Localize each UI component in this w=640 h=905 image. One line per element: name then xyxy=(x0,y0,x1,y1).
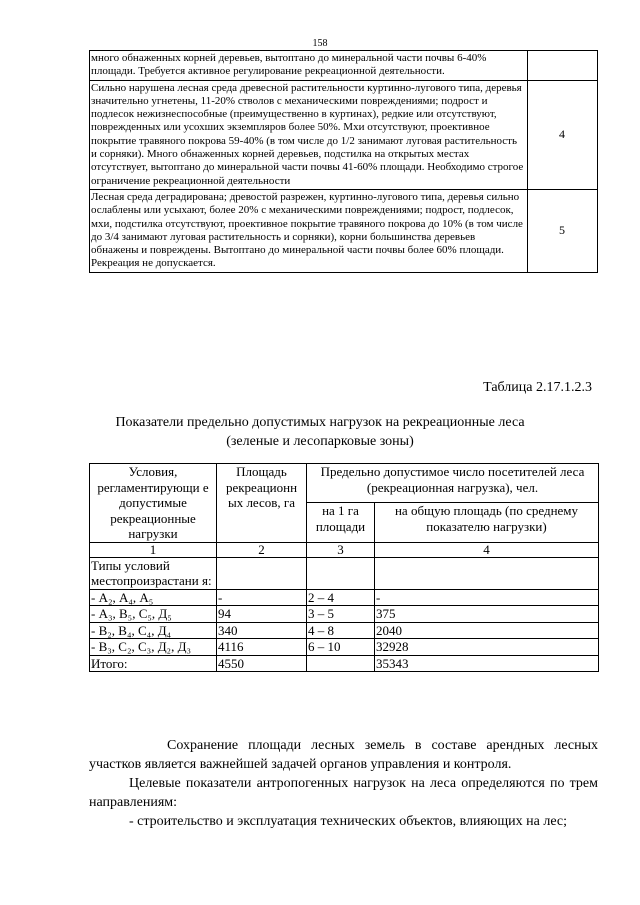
table-title-line: Показатели предельно допустимых нагрузок на рекреационные леса xyxy=(115,415,525,430)
column-number: 1 xyxy=(90,542,217,557)
empty-cell xyxy=(307,557,375,589)
table-row xyxy=(90,189,598,272)
area-cell: 94 xyxy=(217,606,307,623)
per-ha-cell xyxy=(307,655,375,672)
total-cell: - xyxy=(375,589,599,606)
total-cell: 2040 xyxy=(375,622,599,639)
paragraph: - строительство и эксплуатация технических объектов, влияющих на лес; xyxy=(129,814,568,829)
per-ha-cell: 2 – 4 xyxy=(307,589,375,606)
header-max-load: Предельно допустимое число посетителей леса (рекреационная нагрузка), чел. xyxy=(307,464,599,503)
total-cell: 35343 xyxy=(375,655,599,672)
table-row xyxy=(90,80,598,189)
description-cell: Сильно нарушена лесная среда древесной растительности куртинно-лугового типа, деревья значительно угнетены, 11-20% стволов с механическими повреждениями; подрост и подлесок нежизнеспособные (преимущественно в куртинах), редкие или отсутствуют, поврежденных или усохших экземпляров более 50%. Мхи отсутствуют, проективное покрытие травяного покрова 59-40% (в том числе до 1/2 занимают луговая растительность и сорняки). Много обнаженных корней деревьев, подстилка на открытых местах отсутствует, вытоптано до минеральной части почвы 41-60% площади. Необходимо строгое ограничение рекреационной деятельности xyxy=(90,80,528,189)
column-number: 2 xyxy=(217,542,307,557)
page-number: 158 xyxy=(312,38,328,49)
empty-cell xyxy=(217,557,307,589)
table-row xyxy=(90,606,599,623)
table-row xyxy=(90,51,598,81)
score-cell xyxy=(528,51,598,81)
header-total: на общую площадь (по среднему показателю нагрузки) xyxy=(375,503,599,542)
group-row xyxy=(90,557,599,589)
table-row xyxy=(90,639,599,656)
conditions-cell: - В₂, В₄, С₄, Д₄ xyxy=(90,622,217,639)
conditions-cell: - В₃, С₂, С₃, Д₂, Д₃ xyxy=(90,639,217,656)
group-label: Типы условий местопроизрастани я: xyxy=(90,557,217,589)
area-cell: - xyxy=(217,589,307,606)
table-row xyxy=(90,589,599,606)
per-ha-cell: 3 – 5 xyxy=(307,606,375,623)
conditions-cell: - А₂, А₄, А₅ xyxy=(90,589,217,606)
paragraph: Целевые показатели антропогенных нагрузок на леса определяются по трем направлениям: xyxy=(89,776,598,810)
description-cell: Лесная среда деградирована; древостой разрежен, куртинно-лугового типа, деревья сильно ослаблены или усыхают, более 20% с механическими повреждениями; подрост, подлесок, мхи, подстилка отсутствуют, проективное покрытие травяного покрова до 10% (в том числе до 3/4 занимают луговая растительность и сорняки), корни большинства деревьев обнажены и повреждены. Вытоптано до минеральной части почвы более 60% площади. Рекреация не допускается. xyxy=(90,189,528,272)
empty-cell xyxy=(375,557,599,589)
total-row xyxy=(90,655,599,672)
per-ha-cell: 4 – 8 xyxy=(307,622,375,639)
area-cell: 4550 xyxy=(217,655,307,672)
per-ha-cell: 6 – 10 xyxy=(307,639,375,656)
load-limits-table xyxy=(89,463,599,672)
header-row xyxy=(90,464,599,503)
column-number: 4 xyxy=(375,542,599,557)
area-cell: 4116 xyxy=(217,639,307,656)
column-number-row xyxy=(90,542,599,557)
table-number: Таблица 2.17.1.2.3 xyxy=(483,380,592,395)
total-cell: 375 xyxy=(375,606,599,623)
recreation-degradation-table xyxy=(89,50,598,273)
table-title xyxy=(60,413,580,451)
table-row xyxy=(90,622,599,639)
header-per-ha: на 1 га площади xyxy=(307,503,375,542)
header-conditions: Условия, регламентирующи е допустимые рекреационные нагрузки xyxy=(90,464,217,543)
description-cell: много обнаженных корней деревьев, вытоптано до минеральной части почвы 6-40% площади. Требуется активное регулирование рекреационной деятельности. xyxy=(90,51,528,81)
area-cell: 340 xyxy=(217,622,307,639)
score-cell: 4 xyxy=(528,80,598,189)
conditions-cell: Итого: xyxy=(90,655,217,672)
header-area: Площадь рекреационн ых лесов, га xyxy=(217,464,307,543)
total-cell: 32928 xyxy=(375,639,599,656)
column-number: 3 xyxy=(307,542,375,557)
table-title-line: (зеленые и лесопарковые зоны) xyxy=(226,434,414,449)
paragraph: Сохранение площади лесных земель в составе арендных лесных участков является важнейшей задачей органов управления и контроля. xyxy=(89,738,598,772)
conditions-cell: - А₃, В₅, С₅, Д₅ xyxy=(90,606,217,623)
score-cell: 5 xyxy=(528,189,598,272)
